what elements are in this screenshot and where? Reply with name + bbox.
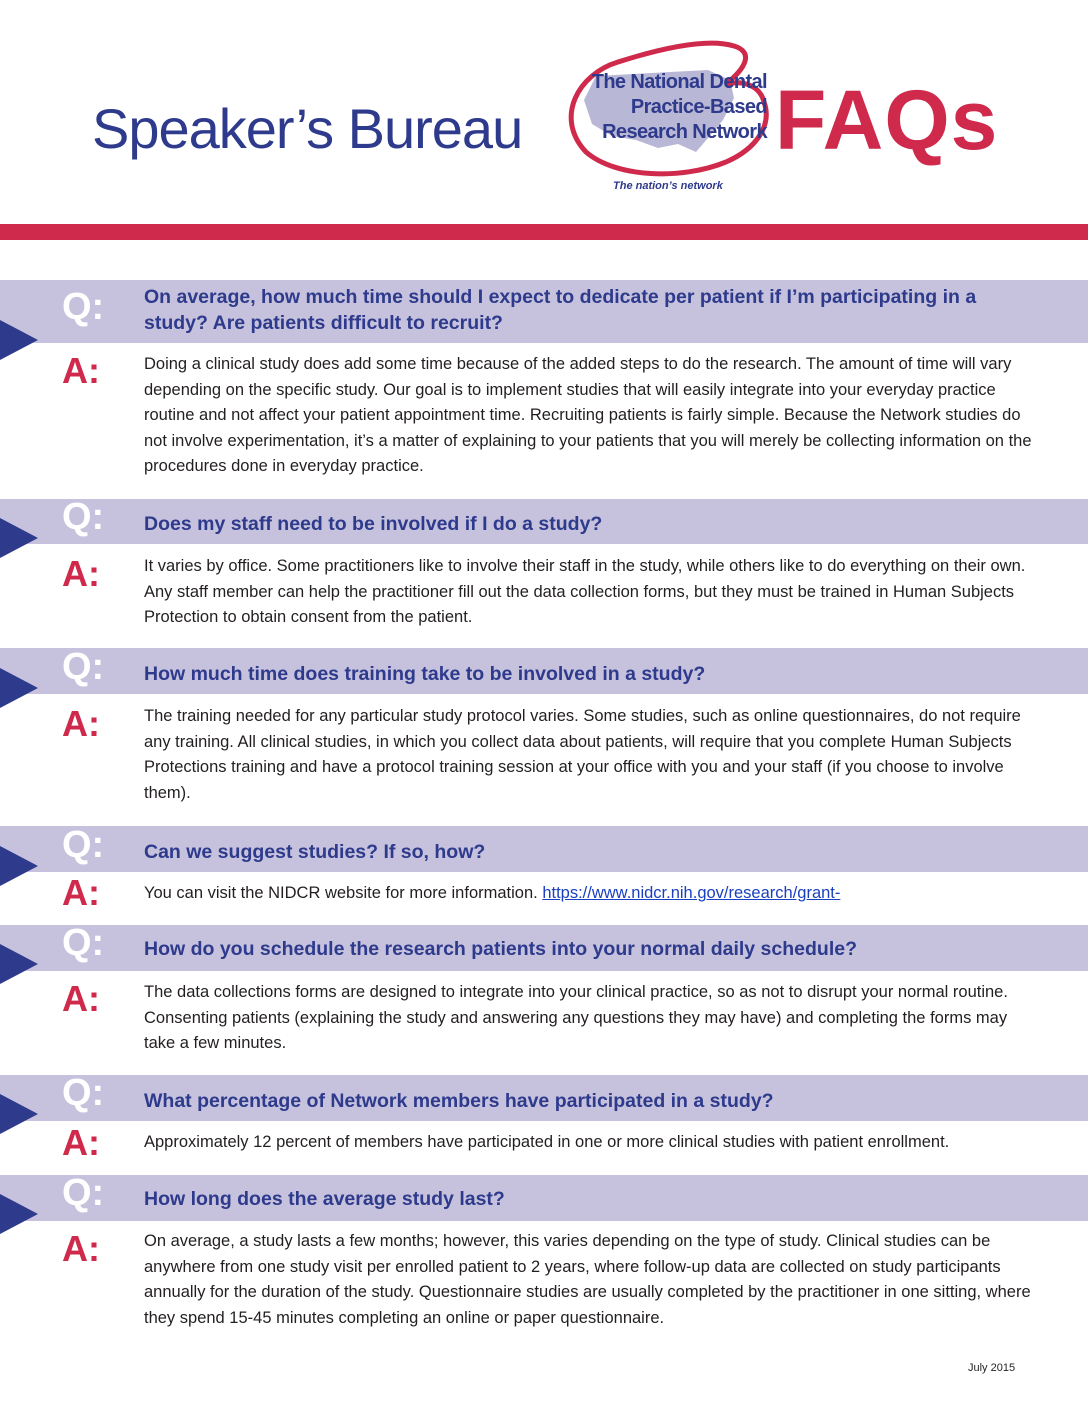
a-label: A: — [62, 703, 100, 744]
question-text: What percentage of Network members have participated in a study? — [144, 1090, 774, 1112]
arrow-icon — [0, 1194, 38, 1234]
page-title: Speaker’s Bureau — [92, 97, 523, 160]
question-text: Can we suggest studies? If so, how? — [144, 841, 486, 863]
arrow-icon — [0, 1094, 38, 1134]
logo-line-2: Practice-Based — [630, 96, 767, 118]
q-label: Q: — [62, 1072, 105, 1114]
a-label: A: — [62, 872, 100, 913]
answer-text — [144, 881, 1034, 907]
a-label: A: — [62, 978, 100, 1019]
q-label: Q: — [62, 646, 105, 688]
q-label: Q: — [62, 824, 105, 866]
question-text: How much time does training take to be involved in a study? — [144, 663, 706, 685]
logo-tagline: The nation’s network — [613, 180, 723, 192]
q-label: Q: — [62, 286, 105, 328]
answer-text: The data collections forms are designed to integrate into your clinical practice, so as not to disrupt your normal routine. Consenting patients (explaining the study and answering any questions they may have) and completing the forms may take a few minutes. — [144, 983, 1008, 1052]
logo-text — [562, 70, 767, 145]
logo-line-3: Research Network — [602, 121, 767, 143]
network-logo — [558, 40, 773, 200]
answer-text: The training needed for any particular study protocol varies. Some studies, such as online questionnaires, do not require any training. All clinical studies, in which you collect data about patients, will require that you complete Human Subjects Protections training and have a protocol training session at your office with you and your staff (if you choose to involve them). — [144, 707, 1021, 802]
logo-line-1: The National Dental — [591, 71, 767, 93]
answer-text: It varies by office. Some practitioners like to involve their staff in the study, while others like to do everything on their own. Any staff member can help the practitioner fill out the data collection forms, but they must be trained in Human Subjects Protection to obtain consent from the patient. — [144, 557, 1026, 626]
answer-text: Doing a clinical study does add some time because of the added steps to do the research. The amount of time will vary depending on the specific study. Our goal is to implement studies that will easily integrate into your everyday practice routine and not affect your patient appointment time. Recruiting patients is fairly simple. Because the Network studies do not involve experimentation, it’s a matter of explaining to your patients that you will merely be collecting information on the procedures done in everyday practice. — [144, 355, 1032, 475]
q-label: Q: — [62, 922, 105, 964]
publication-date: July 2015 — [968, 1362, 1016, 1374]
a-label: A: — [62, 553, 100, 594]
page-header — [0, 0, 1088, 245]
answer-body: You can visit the NIDCR website for more information. — [144, 884, 538, 902]
q-label: Q: — [62, 1172, 105, 1214]
arrow-icon — [0, 944, 38, 984]
question-text: How do you schedule the research patients into your normal daily schedule? — [144, 938, 857, 960]
answer-text: On average, a study lasts a few months; however, this varies depending on the type of study. Clinical studies can be anywhere from one study visit per enrolled patient to 2 years, where follow-up data are collected on study participants annually for the duration of the study. Questionnaire studies are usually completed by the practitioner in one sitting, where they spend 15-45 minutes completing an online or paper questionnaire. — [144, 1232, 1031, 1327]
arrow-icon — [0, 846, 38, 886]
answer-text: Approximately 12 percent of members have participated in one or more clinical studies with patient enrollment. — [144, 1133, 950, 1151]
arrow-icon — [0, 518, 38, 558]
arrow-icon — [0, 668, 38, 708]
header-divider — [0, 224, 1088, 240]
a-label: A: — [62, 350, 100, 391]
arrow-icon — [0, 320, 38, 360]
question-text: On average, how much time should I expect to dedicate per patient if I’m participating in a study? Are patients difficult to recruit? — [144, 286, 977, 334]
q-label: Q: — [62, 496, 105, 538]
question-text: Does my staff need to be involved if I do a study? — [144, 513, 603, 535]
a-label: A: — [62, 1122, 100, 1163]
question-text: How long does the average study last? — [144, 1188, 505, 1210]
faqs-heading: FAQs — [775, 73, 999, 167]
nidcr-link[interactable]: https://www.nidcr.nih.gov/research/grant- — [542, 884, 841, 902]
a-label: A: — [62, 1228, 100, 1269]
